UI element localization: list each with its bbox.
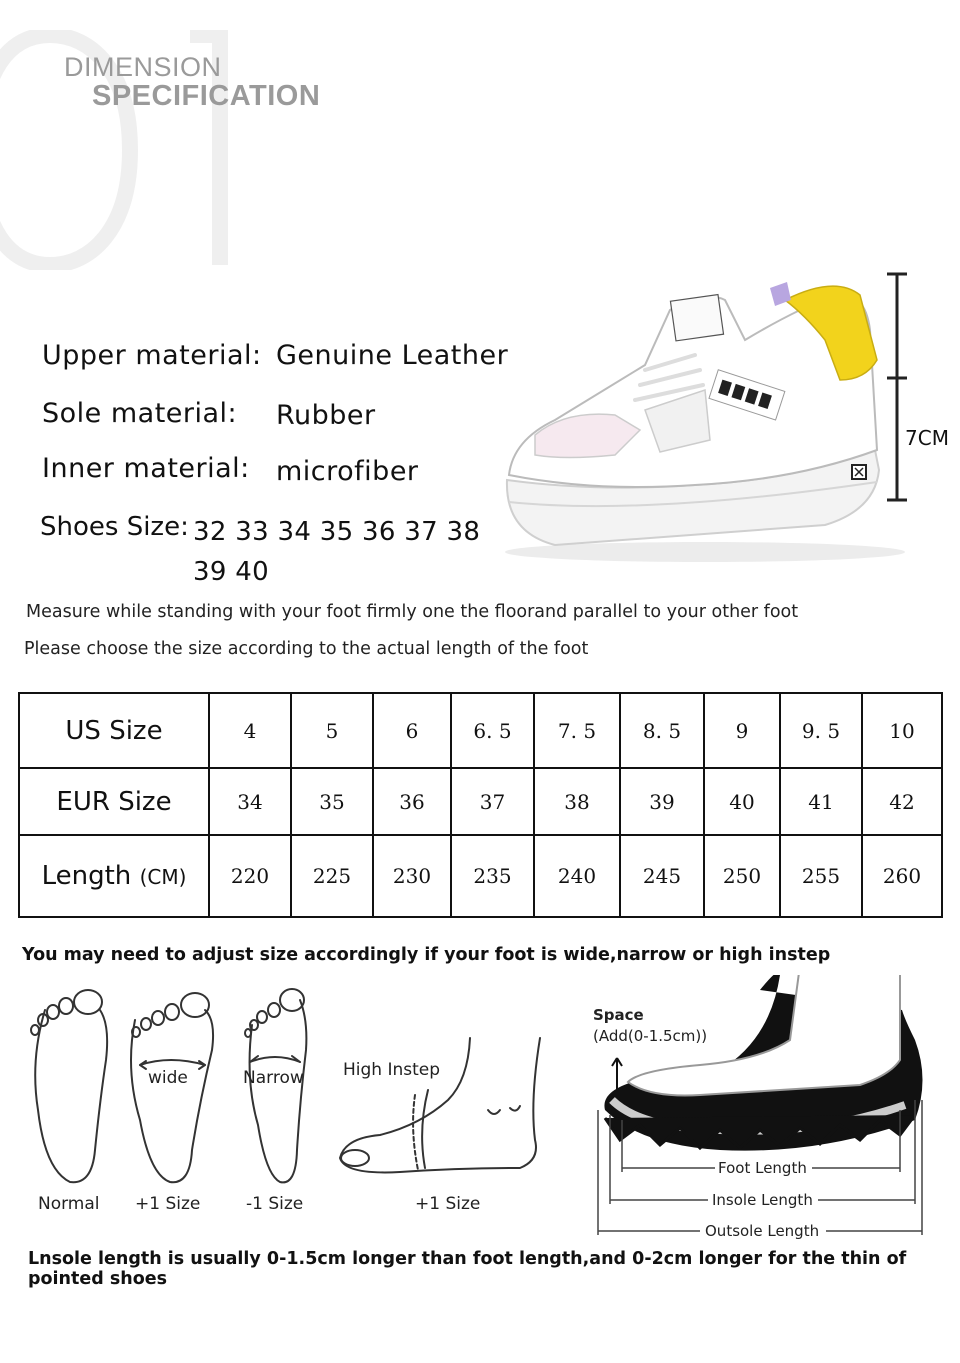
table-cell: 255 (780, 835, 862, 917)
table-cell: 39 (620, 768, 704, 835)
normal-foot-label: Normal (38, 1194, 100, 1214)
table-cell: 240 (534, 835, 620, 917)
table-cell: 37 (451, 768, 534, 835)
table-cell: 7. 5 (534, 693, 620, 768)
inner-material-label: Inner material: (42, 453, 250, 484)
narrow-foot-arrow-label: Narrow (243, 1068, 304, 1088)
eur-size-header: EUR Size (19, 768, 209, 835)
table-cell: 225 (291, 835, 373, 917)
sole-material-value: Rubber (276, 400, 376, 431)
table-cell: 250 (704, 835, 780, 917)
size-chart-table (18, 692, 943, 918)
table-cell: 5 (291, 693, 373, 768)
insole-length-note: Lnsole length is usually 0-1.5cm longer than foot length,and 0-2cm longer for the thin of pointed shoes (28, 1249, 907, 1289)
table-cell: 260 (862, 835, 942, 917)
upper-material-value: Genuine Leather (276, 340, 509, 371)
adjust-size-note: You may need to adjust size accordingly if your foot is wide,narrow or high instep (22, 945, 831, 965)
shoe-height-label: 7CM (905, 426, 949, 450)
inner-material-value: microfiber (276, 456, 419, 487)
table-cell: 40 (704, 768, 780, 835)
measure-note: Measure while standing with your foot firmly one the floorand parallel to your other foot (26, 602, 799, 622)
table-cell: 10 (862, 693, 942, 768)
space-subtitle: (Add(0-1.5cm)) (593, 1027, 708, 1045)
table-cell: 38 (534, 768, 620, 835)
upper-material-label: Upper material: (42, 340, 262, 371)
narrow-foot-size: -1 Size (246, 1194, 304, 1214)
table-row (19, 693, 942, 768)
header-specification: SPECIFICATION (92, 80, 321, 112)
table-cell: 245 (620, 835, 704, 917)
table-cell: 9 (704, 693, 780, 768)
header-dimension: DIMENSION (64, 52, 222, 82)
outsole-length-label: Outsole Length (705, 1222, 820, 1240)
table-cell: 235 (451, 835, 534, 917)
wide-foot-arrow-label: wide (148, 1068, 188, 1088)
table-cell: 230 (373, 835, 451, 917)
table-cell: 34 (209, 768, 291, 835)
table-cell: 42 (862, 768, 942, 835)
table-row (19, 768, 942, 835)
table-cell: 35 (291, 768, 373, 835)
space-title: Space (593, 1006, 644, 1024)
table-cell: 8. 5 (620, 693, 704, 768)
table-cell: 41 (780, 768, 862, 835)
table-cell: 6. 5 (451, 693, 534, 768)
high-instep-title: High Instep (343, 1060, 441, 1080)
wide-foot-size: +1 Size (135, 1194, 201, 1214)
sneaker-product-image (495, 270, 935, 580)
table-cell: 36 (373, 768, 451, 835)
high-instep-size: +1 Size (415, 1194, 481, 1214)
length-unit: (CM) (139, 865, 187, 889)
shoes-size-label: Shoes Size: (40, 512, 189, 542)
shoes-size-values: 32 33 34 35 36 37 38 39 40 (193, 517, 481, 587)
choose-size-note: Please choose the size according to the actual length of the foot (24, 639, 589, 659)
table-cell: 9. 5 (780, 693, 862, 768)
table-cell: 6 (373, 693, 451, 768)
table-row (19, 835, 942, 917)
table-cell: 220 (209, 835, 291, 917)
foot-length-label: Foot Length (718, 1159, 807, 1177)
table-cell: 4 (209, 693, 291, 768)
us-size-header: US Size (19, 693, 209, 768)
sole-material-label: Sole material: (42, 398, 238, 429)
insole-length-label: Insole Length (712, 1191, 813, 1209)
length-header: Length (CM) (19, 835, 209, 917)
